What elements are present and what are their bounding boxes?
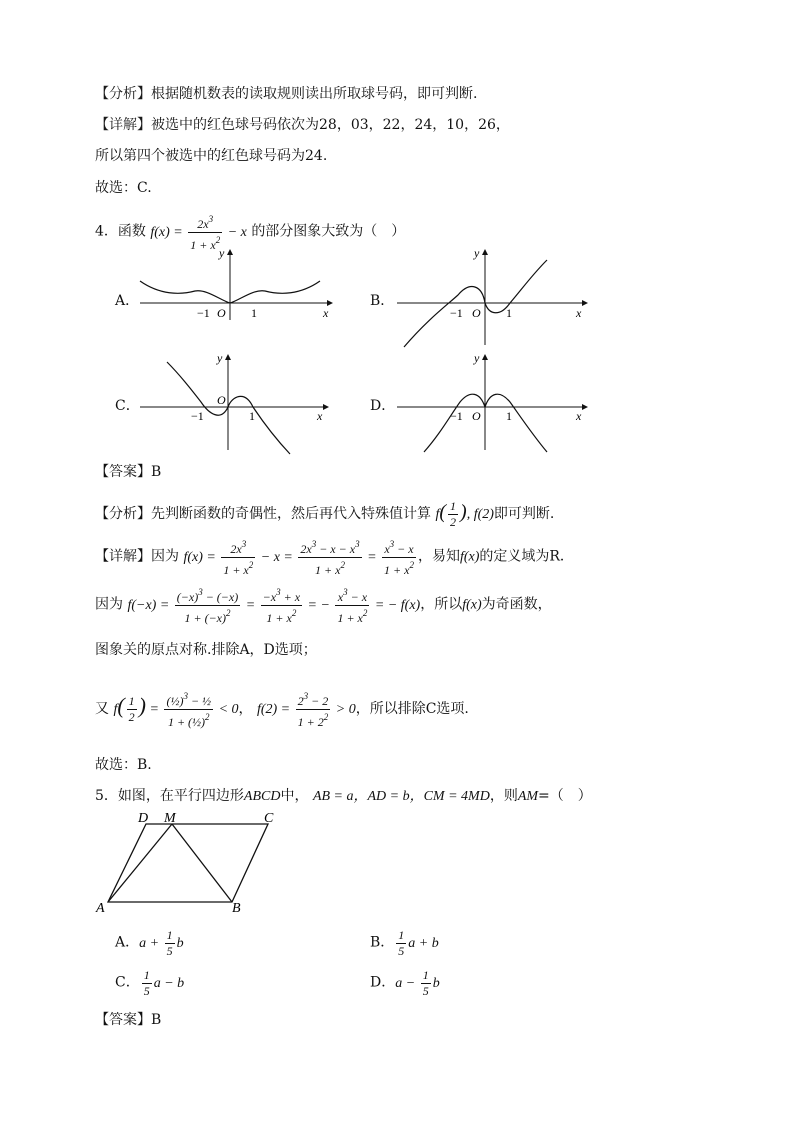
tick-1: 1: [251, 306, 257, 320]
y-arrow-icon: [225, 354, 231, 360]
q3-answer-choice: 故选：C.: [95, 180, 152, 196]
option-c-expr: $\frac{1}{5}$ a − b: [143, 968, 185, 998]
again-prefix: 又: [95, 701, 109, 717]
detail-suffix: ，易知: [417, 548, 460, 565]
origin-label: O: [472, 306, 481, 320]
q4-option-b-label: B．: [370, 293, 395, 309]
y-arrow-icon: [482, 354, 488, 360]
x-label: x: [576, 306, 582, 320]
q4-option-d-label: D．: [370, 398, 396, 414]
y-label: y: [219, 246, 225, 260]
q4-symmetry-line: 图象关的原点对称.排除A，D选项；: [95, 642, 317, 658]
y-arrow-icon: [227, 249, 233, 255]
q4-option-a-label: A．: [115, 293, 140, 309]
origin-label: O: [217, 306, 226, 320]
odd-end: 为奇函数，: [481, 596, 552, 613]
detail-tag: 【详解】: [95, 117, 151, 133]
q3-conclusion: 所以第四个被选中的红色球号码为24.: [95, 148, 328, 164]
tick-1: 1: [506, 306, 512, 320]
tick-neg1: −1: [450, 409, 463, 423]
odd-formula: f(−x) = $\frac{(-x)^3 - (-x)}{1 + (-x)^2}$ = $\frac{-x^3 + x}{1 + x^2}$ = − $\frac{x^3 - x}{1 + x^2}$ = − f(x): [127, 587, 421, 625]
y-label: y: [474, 351, 480, 365]
q5-abcd: ABCD: [243, 789, 281, 804]
vertex-d: D: [138, 811, 149, 826]
origin-label: O: [217, 393, 226, 407]
odd-suffix: ，所以: [420, 596, 463, 613]
q4-graph-c: [135, 350, 335, 455]
x-arrow-icon: [582, 300, 588, 306]
q5-answer: 【答案】B: [95, 1012, 162, 1028]
q4-function-formula: f(x) = $\frac{2x^3}{1 + x^2}$ − x: [150, 214, 247, 252]
q3-detail-line: [95, 115, 510, 135]
q5-stem: [95, 786, 592, 807]
detail-prefix: 因为: [151, 548, 179, 565]
vertex-b: B: [232, 901, 241, 916]
again-formula-1: f( $\frac{1}{2}$ ) = $\frac{(\frac{1}{2})^3 - \frac{1}{2}}{1 + (\frac{1}{2})^2}$ < 0: [113, 691, 239, 730]
option-b-expr: $\frac{1}{5}$ a + b: [398, 928, 439, 958]
q4-graph-b: [392, 245, 592, 350]
option-d-expr: a − $\frac{1}{5}$ b: [395, 968, 440, 998]
q5-stem-paren: =（ ）: [538, 788, 592, 804]
analysis-tag: 【分析】: [95, 86, 151, 102]
again-end: ，所以排除C选项.: [355, 701, 469, 717]
q5-option-b: [370, 928, 439, 959]
q4-odd-line: 因为 f(−x) = $\frac{(-x)^3 - (-x)}{1 + (-x)^2}$ = $\frac{-x^3 + x}{1 + x^2}$ = − $\frac{x^3 - x}{1 + x^2}$ = − f(x)，所以f(x)为奇函数，: [95, 587, 552, 625]
y-label: y: [217, 351, 223, 365]
x-label: x: [317, 409, 323, 423]
odd-prefix: 因为: [95, 596, 123, 613]
tick-neg1: −1: [450, 306, 463, 320]
tick-neg1: −1: [191, 409, 204, 423]
detail-formula: f(x) = $\frac{2x^3}{1 + x^2}$ − x = $\frac{2x^3 - x - x^3}{1 + x^2}$ = $\frac{x^3 - x}{1 + x^2}$: [183, 539, 414, 577]
q4-graph-a: [135, 245, 335, 325]
tick-1: 1: [506, 409, 512, 423]
option-a-label: A．: [115, 934, 140, 951]
q4-option-c-label: C．: [115, 398, 140, 414]
q5-stem-end: ，则: [489, 788, 518, 804]
again-formula-2: f(2) = $\frac{2^3 - 2}{1 + 2^2}$ > 0: [256, 691, 356, 730]
option-b-label: B．: [370, 934, 395, 951]
q4-stem-prefix: 4．函数: [95, 223, 146, 240]
again-mid: ，: [238, 701, 253, 717]
vertex-a: A: [96, 901, 105, 916]
q5-am-vector: AM: [517, 789, 539, 804]
detail-end: 的定义域为R．: [479, 548, 574, 565]
analysis-text-a: 先判断函数的奇偶性，然后再代入特殊值计算: [151, 506, 431, 522]
option-c-label: C．: [115, 974, 140, 991]
q3-analysis-line: [95, 84, 477, 104]
segment-mb: [172, 824, 232, 902]
tick-neg1: −1: [197, 306, 210, 320]
analysis-tag: 【分析】: [95, 506, 151, 522]
q5-stem-start: 5．如图，在平行四边形: [95, 788, 244, 804]
q5-parallelogram: [92, 808, 292, 918]
x-label: x: [323, 306, 329, 320]
origin-label: O: [472, 409, 481, 423]
q4-graph-d: [392, 350, 592, 455]
q4-analysis-line: [95, 495, 554, 532]
q4-answer: 【答案】B: [95, 464, 162, 480]
q4-final-choice: 故选：B.: [95, 757, 152, 773]
q4-stem-suffix: 的部分图象大致为（ ）: [251, 223, 406, 240]
q5-conditions: AB = a，AD = b，CM = 4MD: [312, 789, 490, 804]
x-label: x: [576, 409, 582, 423]
analysis-text: 根据随机数表的读取规则读出所取球号码，即可判断.: [151, 86, 478, 102]
x-arrow-icon: [582, 404, 588, 410]
x-arrow-icon: [323, 404, 329, 410]
vertex-c: C: [264, 811, 274, 826]
y-label: y: [474, 246, 480, 260]
analysis-text-b: 即可判断.: [493, 506, 555, 522]
q5-stem-mid: 中，: [280, 788, 309, 804]
y-arrow-icon: [482, 249, 488, 255]
q4-detail-line: 【详解】因为 f(x) = $\frac{2x^3}{1 + x^2}$ − x = $\frac{2x^3 - x - x^3}{1 + x^2}$ = $\frac{x^3 - x}{1 + x^2}$ ，易知f(x)的定义域为R．: [95, 539, 574, 577]
q5-option-a: [115, 928, 184, 959]
q5-option-c: [115, 968, 184, 999]
parallelogram-edges: [108, 824, 268, 902]
option-a-expr: a + $\frac{1}{5}$ b: [139, 928, 184, 958]
q4-again-line: [95, 676, 469, 740]
point-m: M: [164, 811, 176, 826]
tick-1: 1: [249, 409, 255, 423]
q5-option-d: [370, 968, 440, 999]
detail-text: 被选中的红色球号码依次为28，03，22，24，10，26，: [151, 117, 510, 133]
option-d-label: D．: [370, 974, 396, 991]
detail-tag: 【详解】: [95, 548, 151, 565]
analysis-formula: f( $\frac{1}{2}$ ), f(2): [435, 499, 494, 530]
